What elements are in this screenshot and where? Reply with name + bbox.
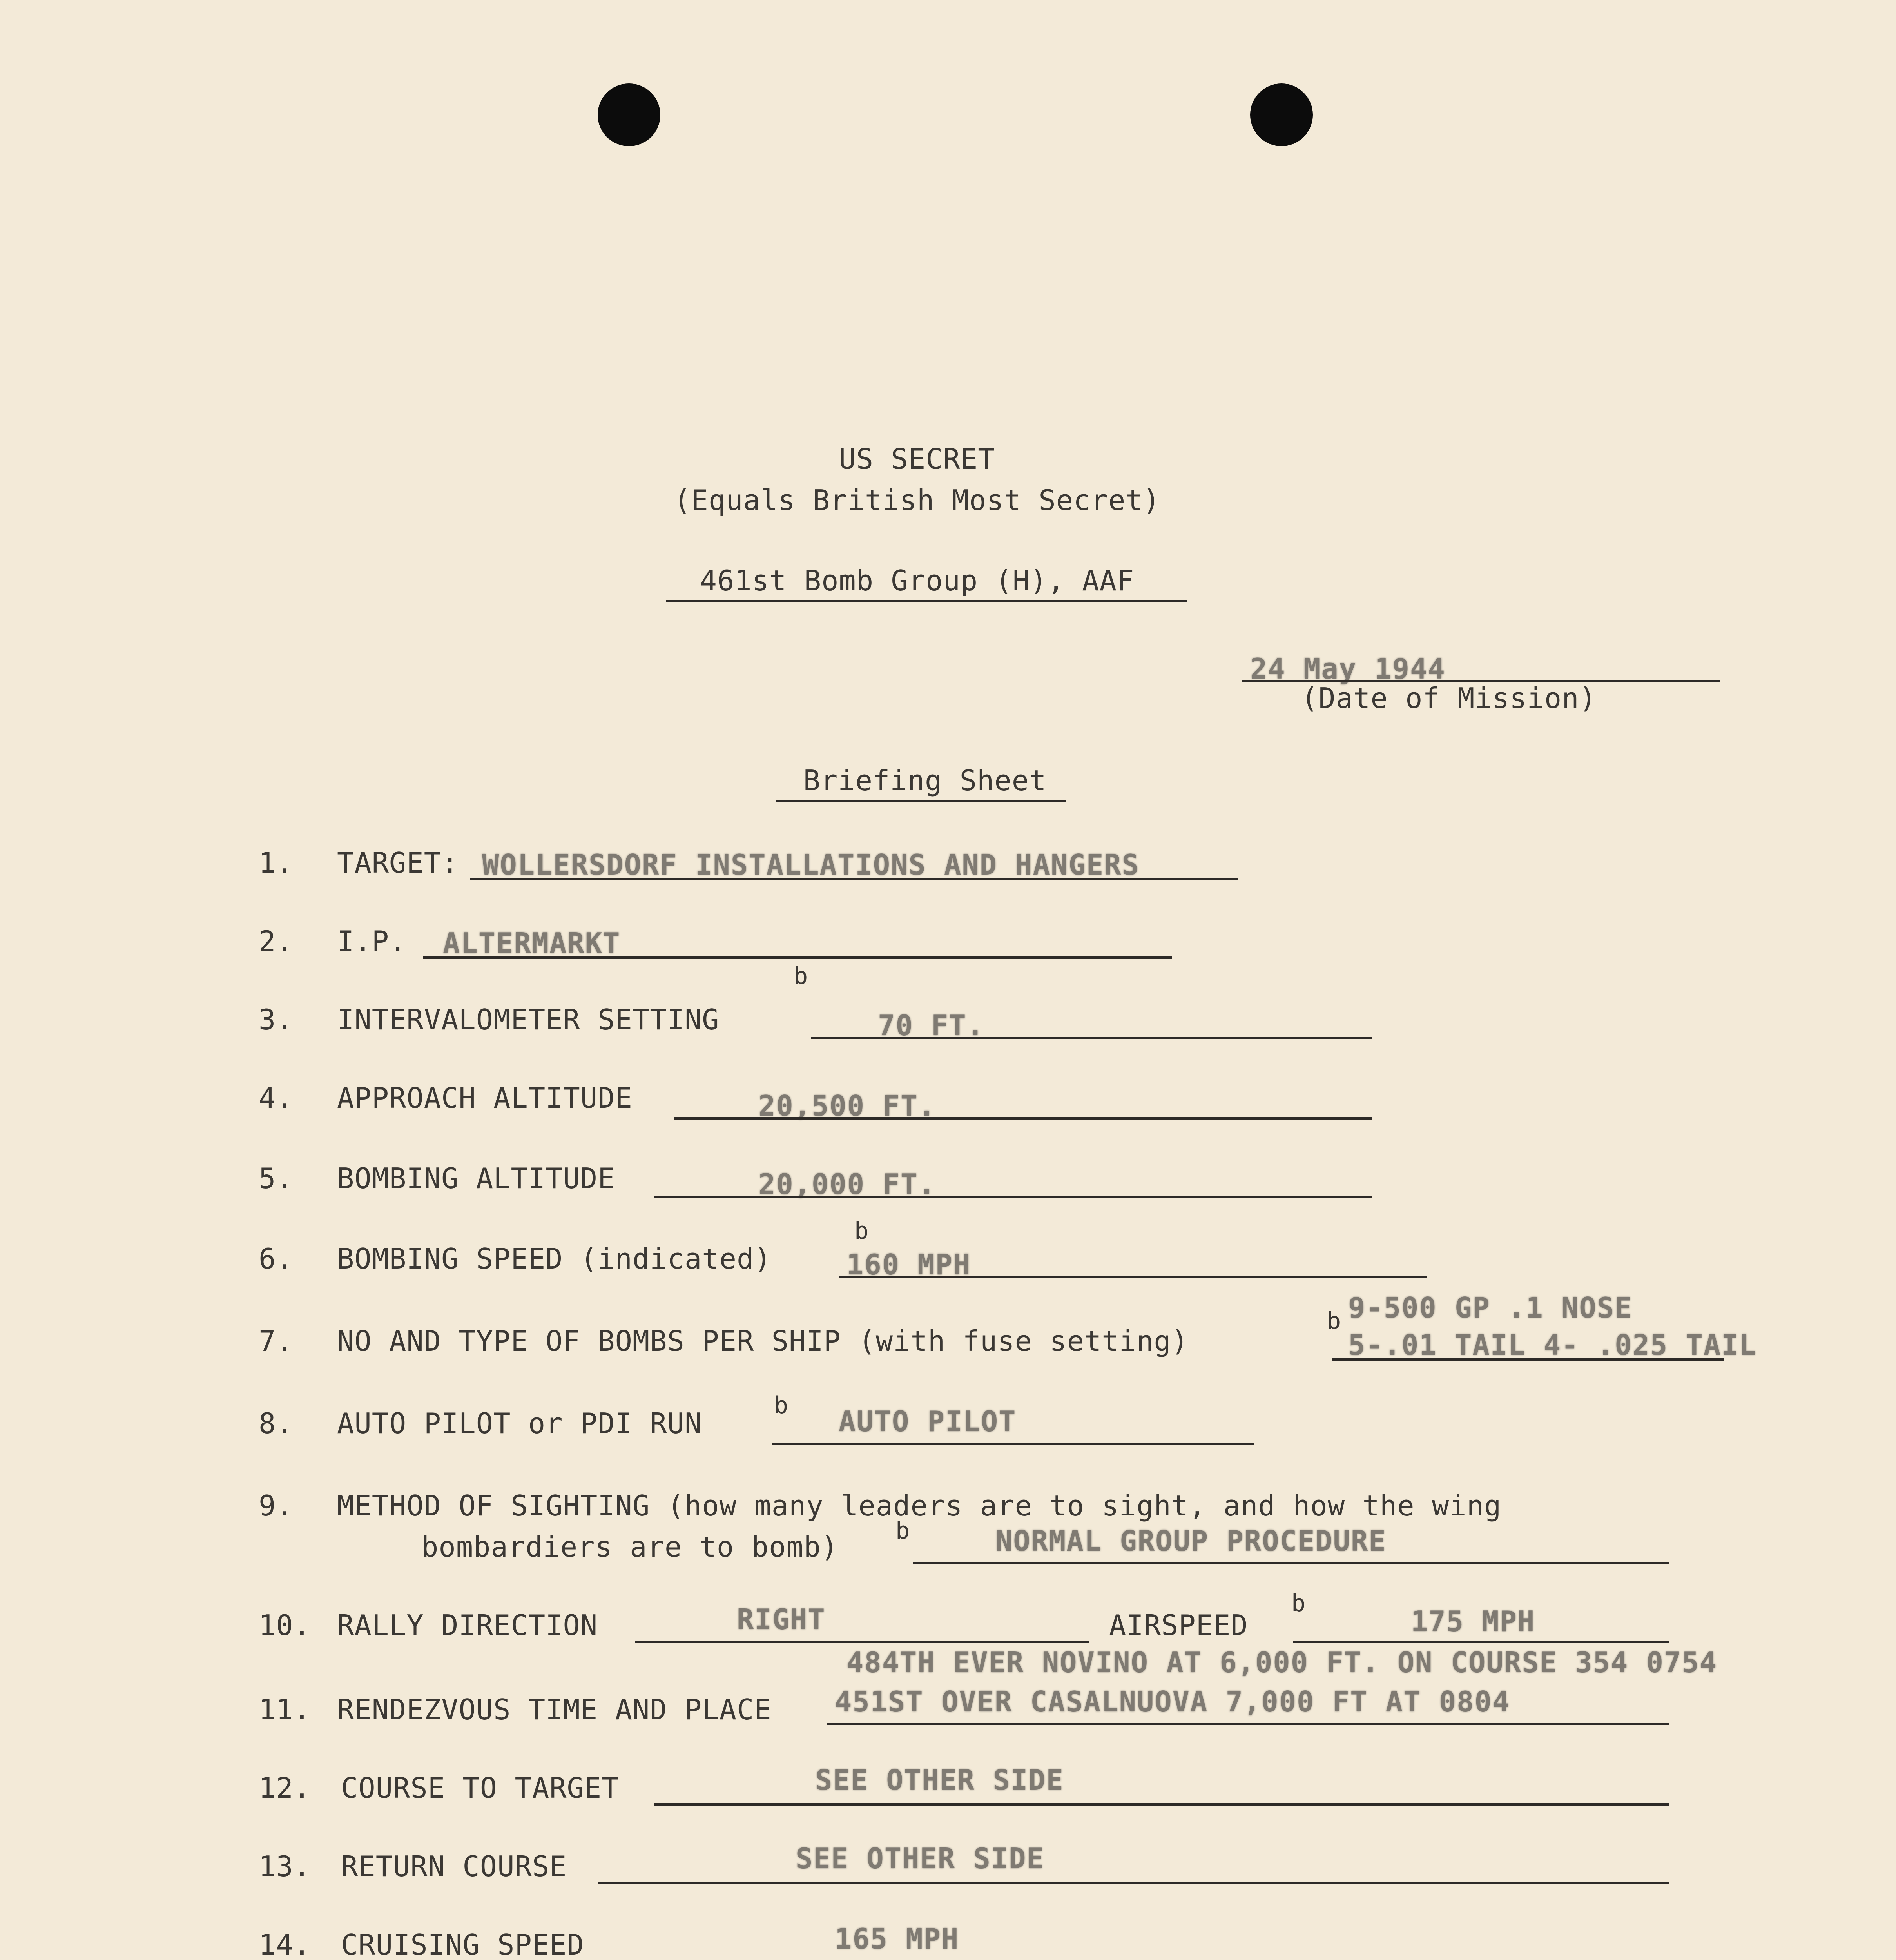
item-1-label: TARGET:: [337, 846, 459, 879]
item-3-number: 3.: [259, 1003, 294, 1036]
mission-date: 24 May 1944: [1250, 652, 1446, 685]
item-10-value: RIGHT: [737, 1603, 826, 1636]
item-5-value: 20,000 FT.: [758, 1168, 936, 1201]
item-12-underline: [654, 1803, 1669, 1806]
item-10-value-2: 175 MPH: [1411, 1605, 1535, 1638]
item-3-label: INTERVALOMETER SETTING: [337, 1003, 720, 1036]
punch-hole-left: [598, 83, 660, 146]
unit-name: 461st Bomb Group (H), AAF: [700, 564, 1135, 597]
unit-underline: [666, 600, 1187, 602]
item-9-underline: [913, 1562, 1669, 1564]
item-12-label: COURSE TO TARGET: [341, 1771, 619, 1804]
item-7-underline: [1332, 1358, 1724, 1361]
item-12-number: 12.: [259, 1771, 311, 1804]
item-11-value-line2: 451ST OVER CASALNUOVA 7,000 FT AT 0804: [835, 1685, 1510, 1718]
item-2-value: ALTERMARKT: [443, 927, 621, 960]
item-8-value: AUTO PILOT: [839, 1405, 1017, 1438]
item-11-number: 11.: [259, 1693, 311, 1726]
item-4-underline: [674, 1117, 1372, 1120]
classification-note: (Equals British Most Secret): [674, 484, 1160, 517]
item-8-number: 8.: [259, 1407, 294, 1440]
item-13-value: SEE OTHER SIDE: [796, 1842, 1044, 1875]
item-13-label: RETURN COURSE: [341, 1850, 567, 1883]
item-6-underline: [839, 1276, 1427, 1278]
item-10-label-2: AIRSPEED: [1109, 1609, 1248, 1642]
item-2-number: 2.: [259, 925, 294, 958]
sheet-title-underline: [776, 800, 1066, 802]
item-10-underline: [635, 1641, 1089, 1643]
item-7-number: 7.: [259, 1325, 294, 1357]
item-4-label: APPROACH ALTITUDE: [337, 1082, 633, 1114]
item-11-label: RENDEZVOUS TIME AND PLACE: [337, 1693, 772, 1726]
item-9-number: 9.: [259, 1489, 294, 1522]
item-7-value-line2: 5-.01 TAIL 4- .025 TAIL: [1348, 1328, 1757, 1361]
item-7-value-line1: 9-500 GP .1 NOSE: [1348, 1291, 1633, 1324]
item-3-marker: b: [794, 962, 808, 990]
item-9-label-line1: METHOD OF SIGHTING (how many leaders are to sight, and how the wing: [337, 1489, 1502, 1522]
item-3-underline: [811, 1037, 1372, 1039]
item-5-label: BOMBING ALTITUDE: [337, 1162, 615, 1195]
item-1-value: WOLLERSDORF INSTALLATIONS AND HANGERS: [482, 848, 1140, 881]
punch-hole-right: [1250, 83, 1313, 146]
classification: US SECRET: [839, 443, 995, 475]
item-10-marker: b: [1291, 1590, 1306, 1617]
item-7-label: NO AND TYPE OF BOMBS PER SHIP (with fuse setting): [337, 1325, 1189, 1357]
item-10-label: RALLY DIRECTION: [337, 1609, 598, 1642]
item-14-label: CRUISING SPEED: [341, 1928, 584, 1960]
item-1-underline: [470, 878, 1238, 880]
item-6-marker: b: [854, 1217, 869, 1245]
item-9-label-line2: bombardiers are to bomb): [421, 1530, 839, 1563]
item-13-number: 13.: [259, 1850, 311, 1883]
item-8-marker: b: [774, 1392, 788, 1419]
item-14-value: 165 MPH: [835, 1922, 959, 1955]
mission-date-caption: (Date of Mission): [1301, 682, 1597, 715]
item-11-underline: [827, 1723, 1669, 1725]
item-5-underline: [654, 1196, 1372, 1198]
item-4-value: 20,500 FT.: [758, 1089, 936, 1122]
item-8-label: AUTO PILOT or PDI RUN: [337, 1407, 702, 1440]
item-8-underline: [772, 1443, 1254, 1445]
item-14-number: 14.: [259, 1928, 311, 1960]
sheet-title: Briefing Sheet: [803, 764, 1047, 797]
item-1-number: 1.: [259, 846, 294, 879]
item-9-marker: b: [895, 1517, 910, 1544]
item-10-underline-2: [1293, 1641, 1669, 1643]
item-6-value: 160 MPH: [846, 1248, 971, 1281]
item-10-number: 10.: [259, 1609, 311, 1642]
item-9-value: NORMAL GROUP PROCEDURE: [995, 1524, 1387, 1557]
item-4-number: 4.: [259, 1082, 294, 1114]
item-2-underline: [423, 956, 1172, 959]
item-7-marker: b: [1327, 1307, 1341, 1335]
item-11-value-line1: 484TH EVER NOVINO AT 6,000 FT. ON COURSE 354 0754: [846, 1646, 1718, 1679]
item-2-label: I.P.: [337, 925, 407, 958]
item-12-value: SEE OTHER SIDE: [815, 1764, 1064, 1797]
item-6-label: BOMBING SPEED (indicated): [337, 1242, 772, 1275]
item-13-underline: [598, 1882, 1669, 1884]
item-3-value: 70 FT.: [878, 1009, 985, 1042]
item-5-number: 5.: [259, 1162, 294, 1195]
item-6-number: 6.: [259, 1242, 294, 1275]
